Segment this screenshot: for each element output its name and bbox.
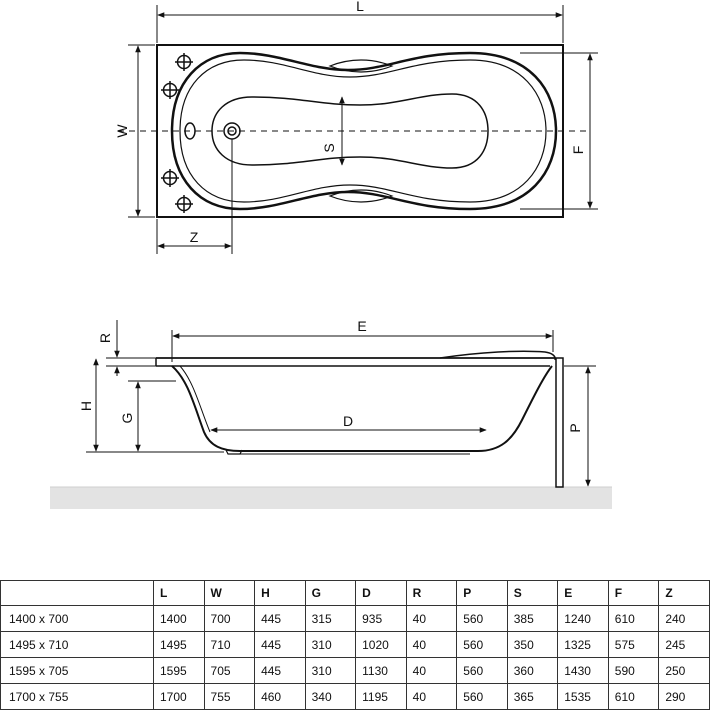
label-f: F (570, 145, 586, 155)
table-cell-e: 1535 (558, 684, 609, 710)
table-cell-w: 755 (204, 684, 255, 710)
table-cell-e: 1325 (558, 632, 609, 658)
table-cell-w: 710 (204, 632, 255, 658)
table-cell-r: 40 (406, 658, 457, 684)
table-cell-p: 560 (457, 632, 508, 658)
table-cell-d: 1195 (356, 684, 407, 710)
label-r: R (97, 332, 113, 344)
table-cell-h: 445 (255, 606, 306, 632)
table-cell-s: 365 (507, 684, 558, 710)
table-cell-g: 340 (305, 684, 356, 710)
label-l: L (356, 0, 364, 14)
table-cell-e: 1240 (558, 606, 609, 632)
table-cell-z: 245 (659, 632, 710, 658)
faucet-hole-4 (175, 195, 193, 213)
table-header-d: D (356, 581, 407, 606)
label-p: P (567, 423, 583, 433)
table-cell-l: 1495 (154, 632, 205, 658)
table-cell-w: 700 (204, 606, 255, 632)
table-header-l: L (154, 581, 205, 606)
label-h: H (78, 400, 94, 412)
table-cell-r: 40 (406, 632, 457, 658)
table-cell-s: 360 (507, 658, 558, 684)
label-z: Z (189, 229, 199, 245)
table-cell-d: 1020 (356, 632, 407, 658)
table-cell-g: 310 (305, 658, 356, 684)
table-cell-g: 315 (305, 606, 356, 632)
faucet-hole-1 (175, 53, 193, 71)
table-cell-f: 610 (608, 684, 659, 710)
table-row (1, 632, 710, 658)
table-header-w: W (204, 581, 255, 606)
table-header-s: S (507, 581, 558, 606)
label-e: E (357, 318, 367, 334)
table-cell-r: 40 (406, 606, 457, 632)
table-header-e: E (558, 581, 609, 606)
table-cell-l: 1595 (154, 658, 205, 684)
floor (50, 487, 612, 509)
table-row (1, 606, 710, 632)
table-cell-f: 610 (608, 606, 659, 632)
faucet-hole-3 (161, 169, 179, 187)
table-cell-model: 1700 x 755 (1, 684, 154, 710)
label-w: W (114, 124, 130, 138)
table-cell-p: 560 (457, 658, 508, 684)
table-header-row (1, 581, 710, 606)
table-cell-h: 445 (255, 658, 306, 684)
table-cell-d: 935 (356, 606, 407, 632)
table-cell-z: 250 (659, 658, 710, 684)
table-cell-w: 705 (204, 658, 255, 684)
table-header-g: G (305, 581, 356, 606)
table-cell-r: 40 (406, 684, 457, 710)
table-cell-d: 1130 (356, 658, 407, 684)
table-cell-p: 560 (457, 684, 508, 710)
table-cell-s: 385 (507, 606, 558, 632)
top-view (118, 5, 598, 254)
table-cell-f: 590 (608, 658, 659, 684)
table-row (1, 684, 710, 710)
table-cell-z: 290 (659, 684, 710, 710)
table-cell-e: 1430 (558, 658, 609, 684)
table-cell-model: 1400 x 700 (1, 606, 154, 632)
table-header-f: F (608, 581, 659, 606)
table-header-p: P (457, 581, 508, 606)
table-cell-s: 350 (507, 632, 558, 658)
table-cell-g: 310 (305, 632, 356, 658)
label-s: S (321, 143, 337, 153)
label-g: G (119, 412, 135, 424)
table-cell-f: 575 (608, 632, 659, 658)
tub-body-profile (172, 366, 552, 451)
table-header-h: H (255, 581, 306, 606)
table-row (1, 658, 710, 684)
table-cell-z: 240 (659, 606, 710, 632)
dimensions-table (0, 580, 710, 710)
tub-support-panel (556, 358, 563, 487)
table-cell-model: 1495 x 710 (1, 632, 154, 658)
table-cell-p: 560 (457, 606, 508, 632)
tub-inner-profile (180, 366, 210, 432)
label-d: D (342, 413, 354, 429)
table-cell-h: 460 (255, 684, 306, 710)
table-header-model (1, 581, 154, 606)
table-header-r: R (406, 581, 457, 606)
table-cell-model: 1595 x 705 (1, 658, 154, 684)
table-cell-l: 1700 (154, 684, 205, 710)
table-cell-l: 1400 (154, 606, 205, 632)
table-header-z: Z (659, 581, 710, 606)
table-cell-h: 445 (255, 632, 306, 658)
